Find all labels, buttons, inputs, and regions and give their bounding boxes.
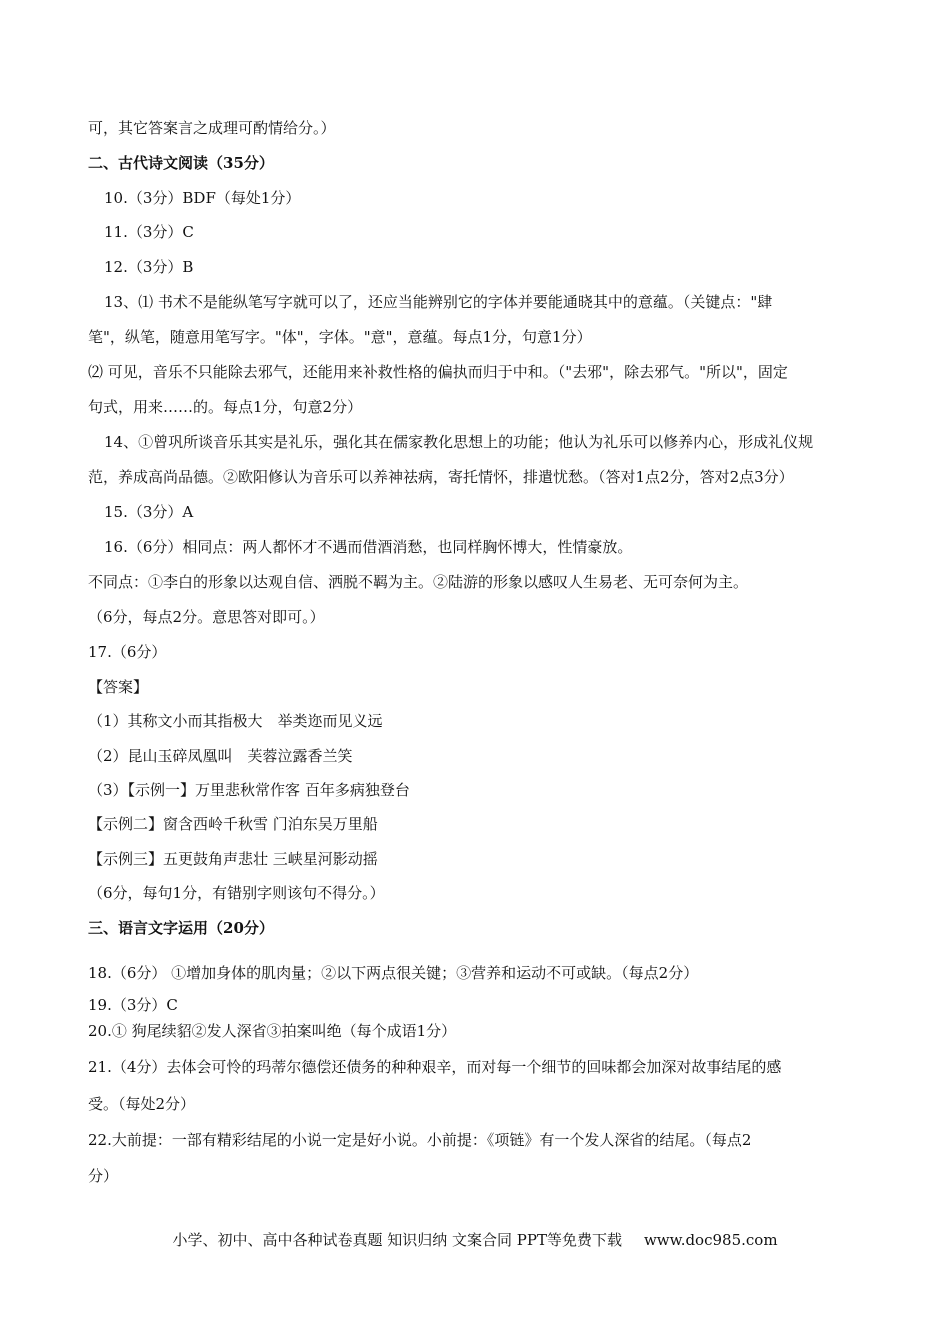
answer-line: （1）其称文小而其指极大 举类迩而见义远 [88,712,383,730]
answer-line: 句式，用来……的。每点1分，句意2分） [88,398,363,416]
section-heading: 三、语言文字运用（20分） [88,919,274,937]
answer-line: 受。（每处2分） [88,1095,196,1113]
answer-line: 14、①曾巩所谈音乐其实是礼乐，强化其在儒家教化思想上的功能；他认为礼乐可以修养内心，形成礼仪规 [104,433,814,451]
answer-line: 16.（6分）相同点：两人都怀才不遇而借酒消愁，也同样胸怀博大，性情豪放。 [104,538,633,556]
answer-line: 13、⑴ 书术不是能纵笔写字就可以了，还应当能辨别它的字体并要能通晓其中的意蕴。（关键点："肆 [104,293,773,311]
answer-line: ⑵ 可见，音乐不只能除去邪气，还能用来补救性格的偏执而归于中和。（"去邪"，除去邪气。"所以"，固定 [88,363,788,381]
answer-line: （6分，每点2分。意思答对即可。） [88,608,325,626]
answer-line: （3）【示例一】万里悲秋常作客 百年多病独登台 [88,781,410,799]
answer-line: 17.（6分） [88,643,167,661]
answer-line: 12.（3分）B [104,258,194,276]
answer-line: 【示例三】五更鼓角声悲壮 三峡星河影动摇 [88,850,378,868]
answer-line: 19.（3分）C [88,996,178,1014]
page-footer [0,1229,950,1251]
answer-line: 21.（4分）去体会可怜的玛蒂尔德偿还债务的种种艰辛，而对每一个细节的回味都会加深对故事结尾的感 [88,1058,782,1076]
answer-line: 【答案】 [88,678,149,696]
answer-line: 笔"，纵笔，随意用笔写字。"体"，字体。"意"，意蕴。每点1分，句意1分） [88,328,592,346]
section-heading: 二、古代诗文阅读（35分） [88,154,274,172]
answer-line: 范，养成高尚品德。②欧阳修认为音乐可以养神祛病，寄托情怀，排遣忧愁。（答对1点2分，答对2点3分） [88,468,794,486]
answer-line: 22.大前提：一部有精彩结尾的小说一定是好小说。小前提：《项链》有一个发人深省的结尾。（每点2 [88,1131,752,1149]
text-line: 可，其它答案言之成理可酌情给分。） [88,119,336,137]
answer-line: 11.（3分）C [104,223,194,241]
answer-line: 10.（3分）BDF（每处1分） [104,189,301,207]
answer-line: （6分，每句1分，有错别字则该句不得分。） [88,884,385,902]
answer-line: 18.（6分） ①增加身体的肌肉量；②以下两点很关键；③营养和运动不可或缺。（每点2分） [88,964,699,982]
answer-line: 20.① 狗尾续貂②发人深省③拍案叫绝（每个成语1分） [88,1022,457,1040]
answer-line: 分） [88,1167,119,1185]
answer-line: 不同点：①李白的形象以达观自信、洒脱不羁为主。②陆游的形象以感叹人生易老、无可奈何为主。 [88,573,749,591]
footer-url: www.doc985.com [643,1231,778,1249]
answer-line: 【示例二】窗含西岭千秋雪 门泊东吴万里船 [88,815,378,833]
answer-line: 15.（3分）A [104,503,194,521]
footer-text: 小学、初中、高中各种试卷真题 知识归纳 文案合同 PPT等免费下载 [172,1231,622,1249]
answer-line: （2）昆山玉碎凤凰叫 芙蓉泣露香兰笑 [88,747,353,765]
